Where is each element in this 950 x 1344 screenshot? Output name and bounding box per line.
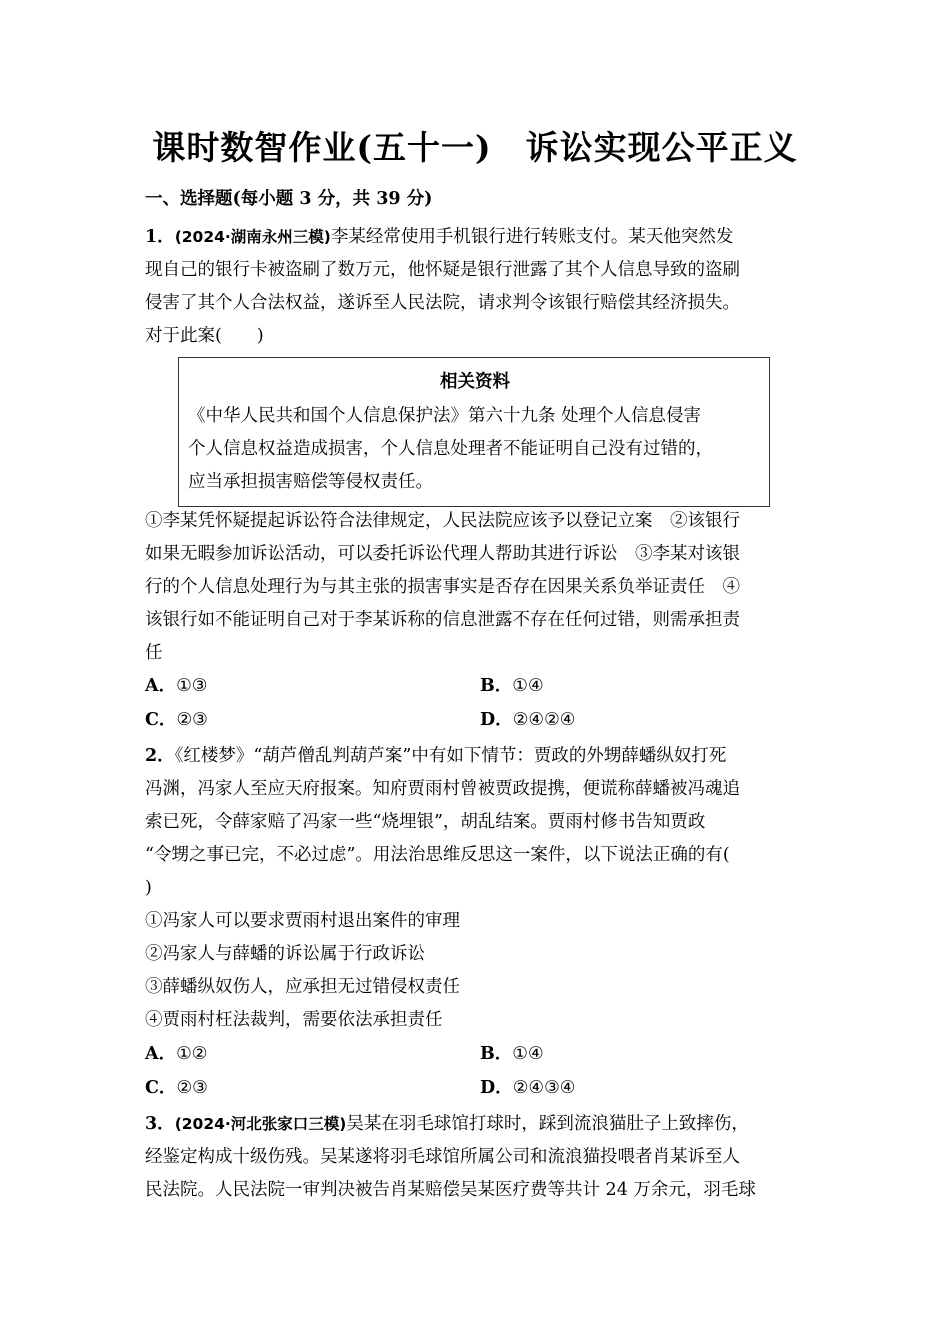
q1-option-a-letter: A． [145, 676, 177, 696]
material-line-2: 个人信息权益造成损害，个人信息处理者不能证明自己没有过错的， [188, 439, 713, 459]
q1-statement-line-4: 该银行如不能证明自己对于李某诉称的信息泄露不存在任何过错，则需承担责 [145, 610, 740, 630]
q2-option-a [145, 1042, 207, 1066]
material-heading: 相关资料 [440, 372, 510, 392]
q2-line-5: ) [145, 878, 152, 898]
q1-text-1: 李某经常使用手机银行进行转账支付。某天他突然发 [330, 227, 734, 247]
q2-option-d [480, 1076, 575, 1100]
q1-option-d-letter: D． [480, 710, 513, 730]
q1-option-c-text: ②③ [176, 710, 208, 730]
q3-text-1: 吴某在羽毛球馆打球时，踩到流浪猫肚子上致摔伤， [346, 1114, 749, 1134]
q3-line-3: 民法院。人民法院一审判决被告肖某赔偿吴某医疗费等共计 24 万余元，羽毛球 [145, 1180, 756, 1200]
q1-option-b [480, 674, 544, 698]
q1-option-a-text: ①③ [176, 676, 208, 696]
q2-line-4: “令甥之事已完，不必过虑”。用法治思维反思这一案件，以下说法正确的有( [145, 845, 730, 865]
q2-text-1: 《红楼梦》“葫芦僧乱判葫芦案”中有如下情节：贾政的外甥薛蟠纵奴打死 [174, 746, 727, 766]
q2-number: 2． [145, 746, 175, 766]
q1-line-3: 侵害了其个人合法权益，遂诉至人民法院，请求判令该银行赔偿其经济损失。 [145, 293, 740, 313]
q2-option-a-letter: A． [145, 1044, 177, 1064]
material-box [178, 357, 770, 507]
q2-option-b-text: ①④ [512, 1044, 544, 1064]
q2-line-2: 冯渊，冯家人至应天府报案。知府贾雨村曾被贾政提携，便谎称薛蟠被冯魂追 [145, 779, 740, 799]
q2-statement-2: ②冯家人与薛蟠的诉讼属于行政诉讼 [145, 944, 425, 964]
q1-option-a [145, 674, 207, 698]
q2-option-b [480, 1042, 544, 1066]
q3-line-1 [145, 1112, 749, 1136]
q1-number: 1． [145, 227, 175, 247]
q1-option-b-text: ①④ [512, 676, 544, 696]
q2-option-c-letter: C． [145, 1078, 177, 1098]
q3-number: 3． [145, 1114, 175, 1134]
q1-option-c-letter: C． [145, 710, 177, 730]
q2-option-c-text: ②③ [176, 1078, 208, 1098]
q2-line-1 [145, 744, 726, 768]
q1-statement-line-5: 任 [145, 643, 163, 663]
q1-statement-line-2: 如果无暇参加诉讼活动，可以委托诉讼代理人帮助其进行诉讼 ③李某对该银 [145, 544, 740, 564]
q1-line-4: 对于此案( ) [145, 326, 264, 346]
q2-option-d-letter: D． [480, 1078, 513, 1098]
q1-option-d-text: ②④②④ [512, 710, 576, 730]
q1-source: (2024·湖南永州三模) [174, 228, 331, 246]
page-title [0, 122, 950, 169]
q2-option-a-text: ①② [176, 1044, 208, 1064]
q1-line-2: 现自己的银行卡被盗刷了数万元，他怀疑是银行泄露了其个人信息导致的盗刷 [145, 260, 740, 280]
q2-option-d-text: ②④③④ [512, 1078, 576, 1098]
q1-option-d [480, 708, 575, 732]
q3-source: (2024·河北张家口三模) [174, 1115, 347, 1133]
material-line-3: 应当承担损害赔偿等侵权责任。 [188, 472, 433, 492]
q1-statement-line-1: ①李某凭怀疑提起诉讼符合法律规定，人民法院应该予以登记立案 ②该银行 [145, 511, 740, 531]
section-heading: 一、选择题(每小题 3 分，共 39 分) [145, 189, 433, 209]
q1-statement-line-3: 行的个人信息处理行为与其主张的损害事实是否存在因果关系负举证责任 ④ [145, 577, 740, 597]
title-sub: 诉讼实现公平正义 [525, 128, 798, 167]
q2-statement-1: ①冯家人可以要求贾雨村退出案件的审理 [145, 911, 460, 931]
q1-line-1 [145, 225, 733, 249]
q2-option-c [145, 1076, 208, 1100]
title-main: 课时数智作业(五十一) [152, 128, 492, 167]
material-line-1: 《中华人民共和国个人信息保护法》第六十九条 处理个人信息侵害 [188, 406, 702, 426]
q2-line-3: 索已死，令薛家赔了冯家一些“烧埋银”，胡乱结案。贾雨村修书告知贾政 [145, 812, 706, 832]
q2-statement-3: ③薛蟠纵奴伤人，应承担无过错侵权责任 [145, 977, 460, 997]
q2-option-b-letter: B． [480, 1044, 513, 1064]
q3-line-2: 经鉴定构成十级伤残。吴某遂将羽毛球馆所属公司和流浪猫投喂者肖某诉至人 [145, 1147, 740, 1167]
q1-option-b-letter: B． [480, 676, 513, 696]
q1-option-c [145, 708, 208, 732]
q2-statement-4: ④贾雨村枉法裁判，需要依法承担责任 [145, 1010, 443, 1030]
